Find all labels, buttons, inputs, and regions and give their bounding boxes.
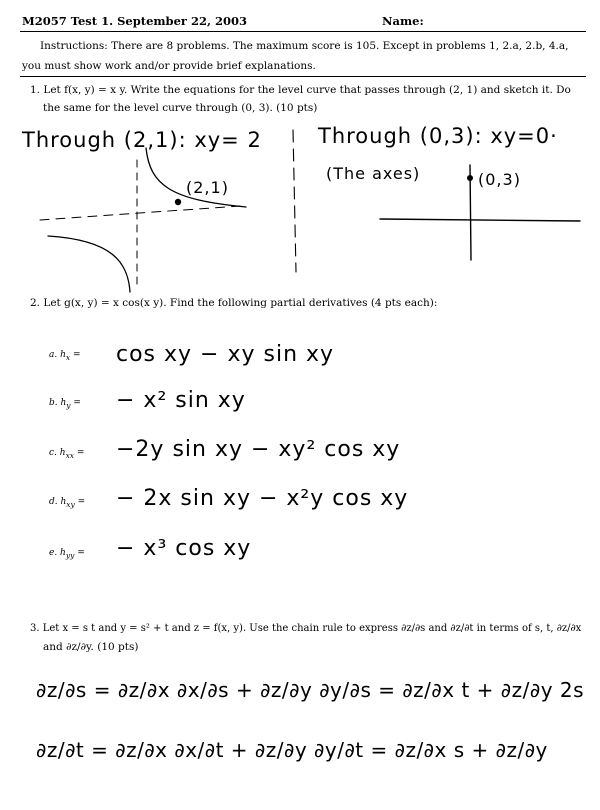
p2-d-answer: − 2x sin xy − x²y cos xy xyxy=(116,486,409,511)
problem-3-text-line-2: and ∂z/∂y. (10 pts) xyxy=(43,641,139,653)
p3-equation-ds: ∂z/∂s = ∂z/∂x ∂x/∂s + ∂z/∂y ∂y/∂s = ∂z/∂x t + ∂z/∂y 2s xyxy=(36,678,585,702)
p1-right-heading: Through (0,3): xy=0· xyxy=(318,124,558,148)
hyperbola-sketch xyxy=(40,148,246,292)
p1-right-point-label: (0,3) xyxy=(478,170,521,189)
p1-left-point-label: (2,1) xyxy=(186,178,229,197)
instructions-line-1: Instructions: There are 8 problems. The maximum score is 105. Except in problems 1, 2.a, 2.b, 4.a, xyxy=(40,40,569,52)
p2-e-label: e. $h_{yy}$ = xyxy=(49,548,85,560)
axes-sketch xyxy=(380,165,580,260)
instructions-line-2: you must show work and/or provide brief explanations. xyxy=(22,60,316,72)
problem-2-text: 2. Let g(x, y) = x cos(x y). Find the following partial derivatives (4 pts each): xyxy=(30,297,438,309)
p2-a-label: a. $h_x$ = xyxy=(49,350,81,362)
p2-d-label: d. $h_{xy}$ = xyxy=(49,497,86,509)
p1-divider xyxy=(293,130,296,272)
p2-c-label: c. $h_{xx}$ = xyxy=(49,448,85,460)
p1-left-heading: Through (2,1): xy= 2 xyxy=(22,128,262,152)
problem-1-text-line-2: the same for the level curve through (0, 3). (10 pts) xyxy=(43,102,318,114)
test-title: M2057 Test 1. September 22, 2003 xyxy=(22,14,247,28)
p2-b-answer: − x² sin xy xyxy=(116,388,246,413)
p3-equation-dt: ∂z/∂t = ∂z/∂x ∂x/∂t + ∂z/∂y ∂y/∂t = ∂z/∂x s + ∂z/∂y xyxy=(36,738,548,762)
p1-right-note: (The axes) xyxy=(326,164,421,183)
p2-c-answer: −2y sin xy − xy² cos xy xyxy=(116,437,401,462)
p2-a-answer: cos xy − xy sin xy xyxy=(116,342,335,367)
name-label: Name: xyxy=(382,14,424,28)
p2-e-answer: − x³ cos xy xyxy=(116,536,252,561)
problem-1-text-line-1: 1. Let f(x, y) = x y. Write the equations for the level curve that passes through (2, 1) and sketch it. Do xyxy=(30,84,571,96)
problem-3-text-line-1: 3. Let x = s t and y = s² + t and z = f(x, y). Use the chain rule to express ∂z/∂s and ∂z/∂t in terms of s, t, ∂z/∂x xyxy=(30,623,582,634)
p2-b-label: b. $h_y$ = xyxy=(49,398,81,410)
